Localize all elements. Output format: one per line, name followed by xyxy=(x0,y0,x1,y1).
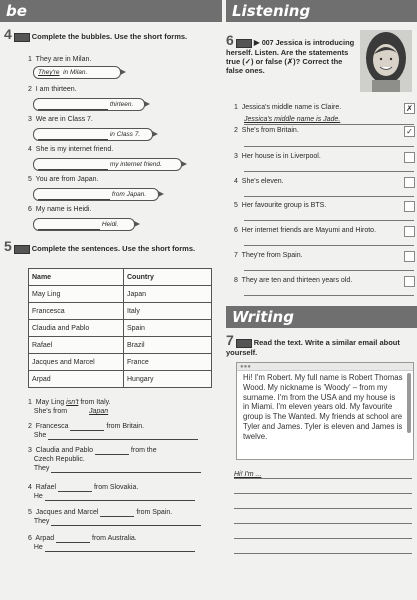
email-body: Hi! I'm Robert. My full name is Robert Thomas Wood. My nickname is 'Woody' – from my surname. I'm from the USA and my house is in Miami. I'm eleven years old. My favourite group is The Wanted. My friends at school are Tyler and James. Tyler is eleven and James is twelve. xyxy=(243,373,403,441)
item-text: from Italy. xyxy=(80,399,111,406)
speech-bubble[interactable] xyxy=(33,98,145,111)
item-number: 3 xyxy=(28,447,32,454)
jessica-photo xyxy=(360,30,412,92)
answer-line[interactable] xyxy=(244,270,414,271)
table-cell: Jacques and Marcel xyxy=(29,354,124,371)
speech-bubble[interactable] xyxy=(33,158,182,171)
item-number: 1 xyxy=(234,104,238,111)
speech-bubble xyxy=(33,66,121,79)
answer-box[interactable] xyxy=(404,226,415,237)
answer-blank[interactable] xyxy=(38,131,108,140)
item-text: from Slovakia. xyxy=(93,484,139,491)
item-text: from Australia. xyxy=(92,535,137,542)
table-header-row xyxy=(29,269,212,286)
answer-blank[interactable] xyxy=(38,161,108,170)
listening-item xyxy=(234,276,352,285)
answer-line[interactable] xyxy=(244,171,414,172)
listening-item xyxy=(234,103,341,112)
bubble-text: from Japan. xyxy=(111,191,147,198)
writing-line[interactable] xyxy=(234,523,412,524)
country-table xyxy=(28,268,212,388)
exercise-number: 5 xyxy=(4,238,12,254)
answer-box[interactable] xyxy=(404,276,415,287)
listening-item xyxy=(234,201,326,210)
answer-blank[interactable] xyxy=(100,508,134,517)
exercise-7-heading xyxy=(226,332,414,357)
item-number: 6 xyxy=(234,227,238,234)
table-header: Name xyxy=(29,269,124,286)
item-text: He xyxy=(33,544,43,551)
table-cell: Francesca xyxy=(29,303,124,320)
listening-item xyxy=(234,251,303,260)
bubble-text: Heidi. xyxy=(101,221,119,228)
item-number: 3 xyxy=(234,153,238,160)
table-row xyxy=(29,371,212,388)
section-header-listening xyxy=(226,0,417,22)
answer-blank[interactable] xyxy=(51,517,201,526)
item-subject: May Ling xyxy=(35,399,65,406)
item-text: They're from Spain. xyxy=(241,252,303,259)
writing-line[interactable] xyxy=(234,493,412,494)
table-cell: Brazil xyxy=(124,337,212,354)
table-cell: Italy xyxy=(124,303,212,320)
bubble-text: thirteen. xyxy=(109,101,134,108)
item-text: Czech Republic. xyxy=(33,456,85,463)
item-number: 2 xyxy=(28,86,32,93)
exercise-6-heading xyxy=(226,32,358,75)
answer-box[interactable]: ✗ xyxy=(404,103,415,114)
speech-bubble[interactable] xyxy=(33,188,159,201)
table-cell: Japan xyxy=(124,286,212,303)
item-text: She xyxy=(33,432,47,439)
item-number: 5 xyxy=(28,509,32,516)
item-text: She's from xyxy=(33,408,68,415)
answer-line[interactable] xyxy=(244,124,414,125)
item-subject: Arpad xyxy=(35,535,55,542)
answer-blank[interactable] xyxy=(48,431,198,440)
answer-blank[interactable] xyxy=(38,221,100,230)
exercise-icon xyxy=(14,245,30,254)
handwritten-answer: Japan xyxy=(89,408,109,415)
ex4-item xyxy=(28,115,93,124)
writing-line[interactable] xyxy=(234,478,412,479)
section-header-title: Listening xyxy=(232,2,311,20)
writing-line[interactable] xyxy=(234,508,412,509)
email-window xyxy=(236,362,414,460)
window-dots-icon: ●●● xyxy=(240,364,251,370)
item-number: 4 xyxy=(28,484,32,491)
ex5-item xyxy=(28,508,218,526)
ex5-item xyxy=(28,483,218,501)
table-header: Country xyxy=(124,269,212,286)
ex4-item xyxy=(28,205,91,214)
table-row xyxy=(29,320,212,337)
item-text: He xyxy=(33,493,43,500)
item-text: from Spain. xyxy=(136,509,173,516)
item-number: 1 xyxy=(28,399,32,406)
answer-line[interactable] xyxy=(244,220,414,221)
item-number: 1 xyxy=(28,56,32,63)
exercise-4-heading xyxy=(4,26,219,42)
answer-line[interactable] xyxy=(244,196,414,197)
item-text: She's eleven. xyxy=(241,178,284,185)
answer-blank[interactable] xyxy=(45,492,195,501)
item-number: 6 xyxy=(28,535,32,542)
exercise-instruction: Jessica is introducing herself. Listen. Are the statements true (✓) or false (✗)? Correct the false ones. xyxy=(226,38,355,75)
table-cell: Claudia and Pablo xyxy=(29,320,124,337)
item-text: Jessica's middle name is Claire. xyxy=(241,104,342,111)
answer-blank[interactable] xyxy=(70,422,104,431)
listening-item xyxy=(234,177,284,186)
table-row xyxy=(29,354,212,371)
exercise-instruction: Complete the bubbles. Use the short forms. xyxy=(31,32,188,41)
correction-text: Jessica's middle name is Jade. xyxy=(244,116,341,123)
item-number: 5 xyxy=(234,202,238,209)
answer-blank[interactable] xyxy=(56,534,90,543)
table-cell: Hungary xyxy=(124,371,212,388)
answer-blank[interactable] xyxy=(38,191,110,200)
item-number: 5 xyxy=(28,176,32,183)
answer-blank[interactable] xyxy=(95,446,129,455)
email-titlebar xyxy=(237,363,413,371)
listening-item xyxy=(234,126,299,135)
item-text: They are ten and thirteen years old. xyxy=(241,277,353,284)
ex4-item xyxy=(28,145,113,154)
item-text: You are from Japan. xyxy=(35,176,99,183)
exercise-icon xyxy=(236,339,252,348)
item-subject: Rafael xyxy=(35,484,57,491)
listening-item xyxy=(234,152,321,161)
item-text: Her house is in Liverpool. xyxy=(241,153,321,160)
ex4-item xyxy=(28,55,91,64)
audio-track: 007 xyxy=(261,40,274,47)
answer-line[interactable] xyxy=(244,245,414,246)
item-text: They are in Milan. xyxy=(35,56,92,63)
item-subject: Jacques and Marcel xyxy=(35,509,99,516)
email-scrollbar[interactable] xyxy=(407,373,411,433)
exercise-number: 7 xyxy=(226,332,234,348)
item-number: 4 xyxy=(234,178,238,185)
table-cell: May Ling xyxy=(29,286,124,303)
item-number: 6 xyxy=(28,206,32,213)
section-header-title: Writing xyxy=(232,308,294,326)
bubble-text: my internet friend. xyxy=(109,161,162,168)
speech-bubble[interactable] xyxy=(33,128,153,141)
section-header-be xyxy=(0,0,222,22)
answer-blank[interactable] xyxy=(58,483,92,492)
section-header-writing xyxy=(226,306,417,328)
item-number: 2 xyxy=(234,127,238,134)
table-row xyxy=(29,337,212,354)
answer-box[interactable] xyxy=(404,201,415,212)
item-subject: Claudia and Pablo xyxy=(35,447,94,454)
answer-blank[interactable] xyxy=(38,101,108,110)
table-cell: Spain xyxy=(124,320,212,337)
ex5-item xyxy=(28,534,218,552)
item-text: We are in Class 7. xyxy=(35,116,93,123)
section-header-title: be xyxy=(6,2,27,20)
item-text: My name is Heidi. xyxy=(35,206,92,213)
item-text: She is my internet friend. xyxy=(35,146,114,153)
item-number: 3 xyxy=(28,116,32,123)
table-row xyxy=(29,286,212,303)
item-text: They xyxy=(33,518,50,525)
handwritten-answer: They're xyxy=(38,69,60,76)
item-number: 7 xyxy=(234,252,238,259)
ex5-item xyxy=(28,422,218,440)
item-number: 8 xyxy=(234,277,238,284)
item-text: Her favourite group is BTS. xyxy=(241,202,327,209)
answer-box[interactable] xyxy=(404,152,415,163)
bubble-text: in Milan. xyxy=(63,69,88,76)
exercise-number: 6 xyxy=(226,32,234,48)
writing-line[interactable] xyxy=(234,538,412,539)
bubble-text: in Class 7. xyxy=(109,131,141,138)
item-text: Her internet friends are Mayumi and Hiroto. xyxy=(241,227,377,234)
item-number: 2 xyxy=(28,423,32,430)
exercise-instruction: Complete the sentences. Use the short forms. xyxy=(31,244,196,253)
exercise-instruction: Read the text. Write a similar email about yourself. xyxy=(226,338,400,357)
speech-bubble[interactable] xyxy=(33,218,135,231)
item-text: from the xyxy=(130,447,157,454)
exercise-icon xyxy=(14,33,30,42)
ex4-item xyxy=(28,85,77,94)
table-cell: France xyxy=(124,354,212,371)
item-text: I am thirteen. xyxy=(35,86,77,93)
answer-box[interactable] xyxy=(404,177,415,188)
item-text: from Britain. xyxy=(106,423,145,430)
item-number: 4 xyxy=(28,146,32,153)
handwritten-answer: isn't xyxy=(66,399,79,406)
ex5-item xyxy=(28,398,218,416)
answer-line[interactable] xyxy=(244,295,414,296)
exercise-icon xyxy=(236,39,252,48)
item-text: They xyxy=(33,465,50,472)
answer-box[interactable] xyxy=(404,251,415,262)
writing-line[interactable] xyxy=(234,553,412,554)
table-cell: Arpad xyxy=(29,371,124,388)
table-cell: Rafael xyxy=(29,337,124,354)
answer-line[interactable] xyxy=(244,146,414,147)
item-text: She's from Britain. xyxy=(241,127,299,134)
writing-start: Hi! I'm ... xyxy=(234,471,262,478)
item-subject: Francesca xyxy=(35,423,69,430)
ex4-item xyxy=(28,175,98,184)
exercise-number: 4 xyxy=(4,26,12,42)
table-row xyxy=(29,303,212,320)
audio-icon[interactable]: ▶ xyxy=(253,38,260,47)
exercise-5-heading xyxy=(4,238,219,254)
listening-item xyxy=(234,226,376,235)
girl-portrait-icon xyxy=(360,30,412,92)
answer-blank[interactable] xyxy=(51,464,201,473)
answer-box[interactable]: ✓ xyxy=(404,126,415,137)
ex5-item xyxy=(28,446,218,473)
answer-blank[interactable] xyxy=(45,543,195,552)
